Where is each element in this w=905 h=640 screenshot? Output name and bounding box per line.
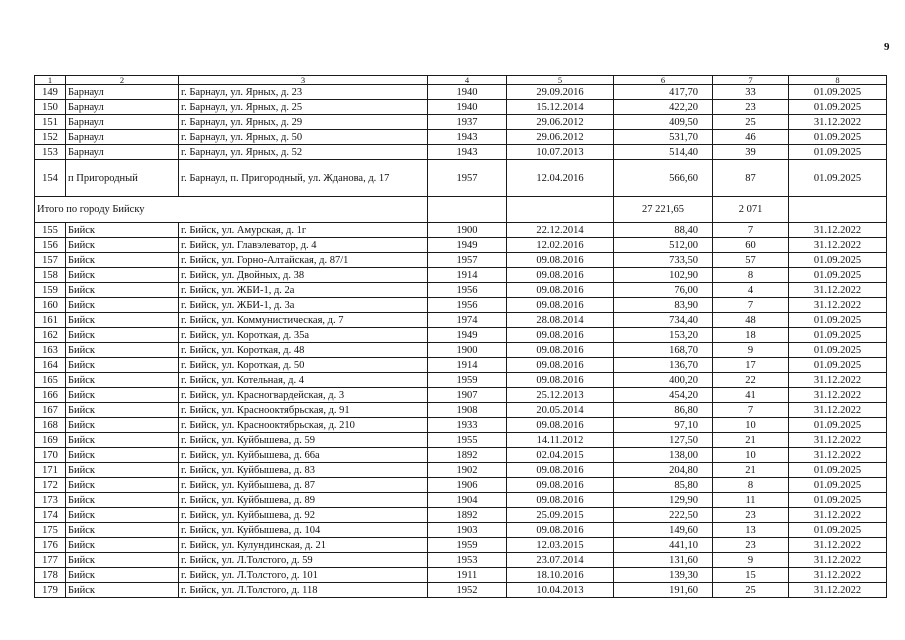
cell-area: 454,20 <box>614 388 713 403</box>
cell-year-built: 1903 <box>428 523 507 538</box>
cell-date: 09.08.2016 <box>507 463 614 478</box>
cell-deadline: 01.09.2025 <box>789 100 887 115</box>
cell-settlement: Барнаул <box>66 85 179 100</box>
cell-deadline: 31.12.2022 <box>789 223 887 238</box>
cell-area: 204,80 <box>614 463 713 478</box>
cell-date: 22.12.2014 <box>507 223 614 238</box>
cell-address: г. Бийск, ул. Горно-Алтайская, д. 87/1 <box>179 253 428 268</box>
column-number: 4 <box>428 76 507 85</box>
table-row <box>35 403 887 418</box>
cell-area: 531,70 <box>614 130 713 145</box>
cell-address: г. Бийск, ул. Куйбышева, д. 104 <box>179 523 428 538</box>
cell-settlement: Бийск <box>66 523 179 538</box>
cell-settlement: Бийск <box>66 343 179 358</box>
column-number: 3 <box>179 76 428 85</box>
cell-area: 422,20 <box>614 100 713 115</box>
cell-row-number: 166 <box>35 388 66 403</box>
cell-date: 02.04.2015 <box>507 448 614 463</box>
cell-settlement: Бийск <box>66 493 179 508</box>
table-row <box>35 568 887 583</box>
cell-date: 09.08.2016 <box>507 343 614 358</box>
column-number-header <box>35 76 887 85</box>
cell-year-built: 1937 <box>428 115 507 130</box>
cell-row-number: 176 <box>35 538 66 553</box>
cell-year-built: 1943 <box>428 145 507 160</box>
cell-residents: 22 <box>713 373 789 388</box>
cell-row-number: 152 <box>35 130 66 145</box>
cell-row-number: 179 <box>35 583 66 598</box>
table-row <box>35 85 887 100</box>
cell-settlement: Бийск <box>66 433 179 448</box>
cell-residents: 7 <box>713 223 789 238</box>
cell-date: 12.04.2016 <box>507 160 614 197</box>
cell-year-built: 1914 <box>428 358 507 373</box>
subtotal-empty <box>507 197 614 223</box>
cell-residents: 23 <box>713 538 789 553</box>
cell-address: г. Бийск, ул. Амурская, д. 1г <box>179 223 428 238</box>
cell-row-number: 177 <box>35 553 66 568</box>
cell-address: г. Бийск, ул. ЖБИ-1, д. 2а <box>179 283 428 298</box>
cell-deadline: 31.12.2022 <box>789 568 887 583</box>
cell-deadline: 31.12.2022 <box>789 403 887 418</box>
cell-deadline: 01.09.2025 <box>789 358 887 373</box>
cell-date: 15.12.2014 <box>507 100 614 115</box>
cell-settlement: Бийск <box>66 238 179 253</box>
cell-area: 417,70 <box>614 85 713 100</box>
cell-date: 23.07.2014 <box>507 553 614 568</box>
cell-settlement: Бийск <box>66 553 179 568</box>
cell-settlement: Бийск <box>66 298 179 313</box>
cell-deadline: 31.12.2022 <box>789 508 887 523</box>
cell-row-number: 172 <box>35 478 66 493</box>
cell-settlement: Бийск <box>66 538 179 553</box>
cell-year-built: 1949 <box>428 328 507 343</box>
cell-residents: 23 <box>713 508 789 523</box>
cell-deadline: 31.12.2022 <box>789 115 887 130</box>
cell-residents: 25 <box>713 115 789 130</box>
table-row <box>35 298 887 313</box>
cell-row-number: 158 <box>35 268 66 283</box>
table-row <box>35 373 887 388</box>
cell-residents: 18 <box>713 328 789 343</box>
cell-deadline: 01.09.2025 <box>789 268 887 283</box>
cell-settlement: Бийск <box>66 388 179 403</box>
cell-row-number: 174 <box>35 508 66 523</box>
cell-row-number: 173 <box>35 493 66 508</box>
cell-row-number: 154 <box>35 160 66 197</box>
cell-settlement: Бийск <box>66 508 179 523</box>
cell-settlement: Бийск <box>66 478 179 493</box>
cell-area: 400,20 <box>614 373 713 388</box>
table-row <box>35 283 887 298</box>
cell-residents: 10 <box>713 448 789 463</box>
cell-address: г. Бийск, ул. Куйбышева, д. 89 <box>179 493 428 508</box>
cell-deadline: 01.09.2025 <box>789 253 887 268</box>
cell-settlement: Бийск <box>66 253 179 268</box>
table-row <box>35 130 887 145</box>
cell-row-number: 149 <box>35 85 66 100</box>
cell-deadline: 01.09.2025 <box>789 85 887 100</box>
cell-area: 76,00 <box>614 283 713 298</box>
column-number: 6 <box>614 76 713 85</box>
cell-settlement: Бийск <box>66 268 179 283</box>
cell-date: 29.09.2016 <box>507 85 614 100</box>
cell-deadline: 31.12.2022 <box>789 283 887 298</box>
cell-settlement: Барнаул <box>66 115 179 130</box>
cell-year-built: 1955 <box>428 433 507 448</box>
cell-row-number: 178 <box>35 568 66 583</box>
cell-date: 09.08.2016 <box>507 478 614 493</box>
subtotal-label: Итого по городу Бийску <box>35 197 428 223</box>
table-row <box>35 418 887 433</box>
cell-residents: 60 <box>713 238 789 253</box>
subtotal-row <box>35 197 887 223</box>
cell-row-number: 162 <box>35 328 66 343</box>
cell-year-built: 1940 <box>428 85 507 100</box>
cell-area: 86,80 <box>614 403 713 418</box>
table-row <box>35 523 887 538</box>
cell-date: 12.02.2016 <box>507 238 614 253</box>
cell-date: 10.07.2013 <box>507 145 614 160</box>
cell-settlement: Бийск <box>66 463 179 478</box>
column-number: 5 <box>507 76 614 85</box>
cell-date: 25.09.2015 <box>507 508 614 523</box>
column-number: 2 <box>66 76 179 85</box>
cell-deadline: 01.09.2025 <box>789 418 887 433</box>
cell-year-built: 1902 <box>428 463 507 478</box>
cell-deadline: 01.09.2025 <box>789 478 887 493</box>
housing-register-table <box>34 75 887 598</box>
cell-deadline: 31.12.2022 <box>789 553 887 568</box>
cell-row-number: 163 <box>35 343 66 358</box>
cell-year-built: 1956 <box>428 298 507 313</box>
cell-address: г. Бийск, ул. Красногвардейская, д. 3 <box>179 388 428 403</box>
cell-residents: 9 <box>713 553 789 568</box>
cell-row-number: 167 <box>35 403 66 418</box>
cell-deadline: 01.09.2025 <box>789 130 887 145</box>
cell-row-number: 175 <box>35 523 66 538</box>
cell-row-number: 156 <box>35 238 66 253</box>
table-row <box>35 358 887 373</box>
cell-year-built: 1907 <box>428 388 507 403</box>
cell-year-built: 1957 <box>428 160 507 197</box>
cell-residents: 11 <box>713 493 789 508</box>
cell-residents: 57 <box>713 253 789 268</box>
cell-settlement: Бийск <box>66 568 179 583</box>
cell-date: 09.08.2016 <box>507 328 614 343</box>
cell-address: г. Бийск, ул. Л.Толстого, д. 101 <box>179 568 428 583</box>
cell-year-built: 1908 <box>428 403 507 418</box>
table-row <box>35 328 887 343</box>
cell-address: г. Бийск, ул. Коммунистическая, д. 7 <box>179 313 428 328</box>
cell-residents: 8 <box>713 478 789 493</box>
cell-address: г. Бийск, ул. Котельная, д. 4 <box>179 373 428 388</box>
cell-year-built: 1904 <box>428 493 507 508</box>
cell-area: 733,50 <box>614 253 713 268</box>
cell-row-number: 155 <box>35 223 66 238</box>
table-row <box>35 253 887 268</box>
cell-date: 20.05.2014 <box>507 403 614 418</box>
cell-settlement: Бийск <box>66 418 179 433</box>
cell-area: 191,60 <box>614 583 713 598</box>
cell-year-built: 1974 <box>428 313 507 328</box>
cell-area: 97,10 <box>614 418 713 433</box>
table-row <box>35 493 887 508</box>
cell-deadline: 01.09.2025 <box>789 145 887 160</box>
cell-row-number: 160 <box>35 298 66 313</box>
cell-area: 441,10 <box>614 538 713 553</box>
table-row <box>35 160 887 197</box>
table-row <box>35 463 887 478</box>
subtotal-empty <box>428 197 507 223</box>
cell-settlement: Бийск <box>66 313 179 328</box>
cell-address: г. Бийск, ул. Краснооктябрьская, д. 91 <box>179 403 428 418</box>
column-number: 8 <box>789 76 887 85</box>
table-row <box>35 343 887 358</box>
cell-address: г. Бийск, ул. Л.Толстого, д. 118 <box>179 583 428 598</box>
subtotal-empty <box>789 197 887 223</box>
cell-area: 83,90 <box>614 298 713 313</box>
cell-settlement: п Пригородный <box>66 160 179 197</box>
column-number: 7 <box>713 76 789 85</box>
cell-residents: 87 <box>713 160 789 197</box>
subtotal-residents: 2 071 <box>713 197 789 223</box>
cell-year-built: 1914 <box>428 268 507 283</box>
column-number: 1 <box>35 76 66 85</box>
cell-deadline: 31.12.2022 <box>789 373 887 388</box>
cell-address: г. Бийск, ул. Двойных, д. 38 <box>179 268 428 283</box>
cell-address: г. Бийск, ул. Короткая, д. 50 <box>179 358 428 373</box>
table-row <box>35 268 887 283</box>
cell-area: 127,50 <box>614 433 713 448</box>
table-row <box>35 448 887 463</box>
cell-year-built: 1949 <box>428 238 507 253</box>
cell-settlement: Бийск <box>66 283 179 298</box>
cell-residents: 9 <box>713 343 789 358</box>
cell-date: 09.08.2016 <box>507 418 614 433</box>
cell-residents: 33 <box>713 85 789 100</box>
cell-deadline: 31.12.2022 <box>789 583 887 598</box>
cell-address: г. Бийск, ул. Короткая, д. 35а <box>179 328 428 343</box>
cell-row-number: 169 <box>35 433 66 448</box>
cell-residents: 39 <box>713 145 789 160</box>
cell-area: 409,50 <box>614 115 713 130</box>
cell-area: 734,40 <box>614 313 713 328</box>
cell-date: 09.08.2016 <box>507 268 614 283</box>
cell-residents: 23 <box>713 100 789 115</box>
cell-residents: 7 <box>713 298 789 313</box>
cell-date: 29.06.2012 <box>507 130 614 145</box>
cell-settlement: Барнаул <box>66 130 179 145</box>
table-row <box>35 388 887 403</box>
cell-year-built: 1943 <box>428 130 507 145</box>
cell-row-number: 150 <box>35 100 66 115</box>
cell-settlement: Барнаул <box>66 145 179 160</box>
cell-date: 28.08.2014 <box>507 313 614 328</box>
cell-deadline: 01.09.2025 <box>789 463 887 478</box>
cell-deadline: 01.09.2025 <box>789 328 887 343</box>
cell-year-built: 1959 <box>428 538 507 553</box>
cell-year-built: 1900 <box>428 223 507 238</box>
table-row <box>35 145 887 160</box>
cell-deadline: 31.12.2022 <box>789 298 887 313</box>
cell-deadline: 31.12.2022 <box>789 538 887 553</box>
table-row <box>35 100 887 115</box>
cell-year-built: 1911 <box>428 568 507 583</box>
cell-date: 18.10.2016 <box>507 568 614 583</box>
cell-address: г. Барнаул, п. Пригородный, ул. Жданова, д. 17 <box>179 160 428 197</box>
cell-year-built: 1956 <box>428 283 507 298</box>
cell-address: г. Бийск, ул. Куйбышева, д. 92 <box>179 508 428 523</box>
table-row <box>35 553 887 568</box>
cell-settlement: Бийск <box>66 373 179 388</box>
cell-address: г. Барнаул, ул. Ярных, д. 29 <box>179 115 428 130</box>
cell-year-built: 1892 <box>428 448 507 463</box>
cell-row-number: 159 <box>35 283 66 298</box>
cell-address: г. Бийск, ул. Л.Толстого, д. 59 <box>179 553 428 568</box>
cell-settlement: Бийск <box>66 328 179 343</box>
cell-year-built: 1892 <box>428 508 507 523</box>
cell-address: г. Бийск, ул. Кулундинская, д. 21 <box>179 538 428 553</box>
cell-residents: 4 <box>713 283 789 298</box>
cell-settlement: Бийск <box>66 583 179 598</box>
cell-deadline: 01.09.2025 <box>789 160 887 197</box>
table-row <box>35 478 887 493</box>
cell-area: 153,20 <box>614 328 713 343</box>
cell-area: 222,50 <box>614 508 713 523</box>
cell-date: 09.08.2016 <box>507 523 614 538</box>
cell-row-number: 164 <box>35 358 66 373</box>
cell-row-number: 168 <box>35 418 66 433</box>
cell-row-number: 170 <box>35 448 66 463</box>
cell-residents: 13 <box>713 523 789 538</box>
cell-address: г. Барнаул, ул. Ярных, д. 50 <box>179 130 428 145</box>
cell-residents: 8 <box>713 268 789 283</box>
table-row <box>35 538 887 553</box>
cell-row-number: 157 <box>35 253 66 268</box>
cell-date: 12.03.2015 <box>507 538 614 553</box>
table-row <box>35 313 887 328</box>
cell-deadline: 31.12.2022 <box>789 238 887 253</box>
cell-row-number: 171 <box>35 463 66 478</box>
cell-address: г. Бийск, ул. ЖБИ-1, д. 3а <box>179 298 428 313</box>
table-row <box>35 508 887 523</box>
cell-area: 168,70 <box>614 343 713 358</box>
cell-deadline: 01.09.2025 <box>789 313 887 328</box>
cell-date: 09.08.2016 <box>507 253 614 268</box>
cell-address: г. Бийск, ул. Куйбышева, д. 66а <box>179 448 428 463</box>
cell-area: 102,90 <box>614 268 713 283</box>
cell-settlement: Барнаул <box>66 100 179 115</box>
cell-settlement: Бийск <box>66 223 179 238</box>
cell-residents: 41 <box>713 388 789 403</box>
cell-deadline: 01.09.2025 <box>789 493 887 508</box>
cell-residents: 48 <box>713 313 789 328</box>
cell-residents: 25 <box>713 583 789 598</box>
cell-date: 09.08.2016 <box>507 283 614 298</box>
cell-date: 09.08.2016 <box>507 358 614 373</box>
cell-row-number: 153 <box>35 145 66 160</box>
cell-deadline: 01.09.2025 <box>789 523 887 538</box>
cell-area: 88,40 <box>614 223 713 238</box>
cell-area: 129,90 <box>614 493 713 508</box>
cell-deadline: 31.12.2022 <box>789 433 887 448</box>
cell-area: 514,40 <box>614 145 713 160</box>
cell-address: г. Барнаул, ул. Ярных, д. 52 <box>179 145 428 160</box>
page-number: 9 <box>884 41 890 53</box>
cell-residents: 10 <box>713 418 789 433</box>
cell-row-number: 151 <box>35 115 66 130</box>
cell-year-built: 1959 <box>428 373 507 388</box>
cell-settlement: Бийск <box>66 358 179 373</box>
cell-date: 14.11.2012 <box>507 433 614 448</box>
cell-residents: 21 <box>713 463 789 478</box>
cell-area: 149,60 <box>614 523 713 538</box>
cell-date: 09.08.2016 <box>507 298 614 313</box>
cell-deadline: 31.12.2022 <box>789 388 887 403</box>
cell-address: г. Барнаул, ул. Ярных, д. 25 <box>179 100 428 115</box>
subtotal-area: 27 221,65 <box>614 197 713 223</box>
cell-area: 512,00 <box>614 238 713 253</box>
cell-address: г. Бийск, ул. Главэлеватор, д. 4 <box>179 238 428 253</box>
cell-address: г. Бийск, ул. Краснооктябрьская, д. 210 <box>179 418 428 433</box>
cell-deadline: 31.12.2022 <box>789 448 887 463</box>
table-row <box>35 238 887 253</box>
cell-area: 566,60 <box>614 160 713 197</box>
cell-area: 139,30 <box>614 568 713 583</box>
cell-year-built: 1906 <box>428 478 507 493</box>
cell-area: 136,70 <box>614 358 713 373</box>
cell-date: 10.04.2013 <box>507 583 614 598</box>
cell-date: 25.12.2013 <box>507 388 614 403</box>
cell-residents: 21 <box>713 433 789 448</box>
cell-deadline: 01.09.2025 <box>789 343 887 358</box>
cell-residents: 46 <box>713 130 789 145</box>
cell-address: г. Бийск, ул. Куйбышева, д. 83 <box>179 463 428 478</box>
table-row <box>35 223 887 238</box>
cell-row-number: 165 <box>35 373 66 388</box>
cell-address: г. Бийск, ул. Куйбышева, д. 87 <box>179 478 428 493</box>
cell-residents: 15 <box>713 568 789 583</box>
cell-area: 85,80 <box>614 478 713 493</box>
cell-address: г. Бийск, ул. Короткая, д. 48 <box>179 343 428 358</box>
cell-year-built: 1933 <box>428 418 507 433</box>
cell-area: 138,00 <box>614 448 713 463</box>
cell-year-built: 1952 <box>428 583 507 598</box>
cell-area: 131,60 <box>614 553 713 568</box>
cell-settlement: Бийск <box>66 448 179 463</box>
cell-residents: 7 <box>713 403 789 418</box>
cell-row-number: 161 <box>35 313 66 328</box>
cell-date: 09.08.2016 <box>507 373 614 388</box>
table-row <box>35 115 887 130</box>
table-body <box>35 76 887 598</box>
cell-address: г. Бийск, ул. Куйбышева, д. 59 <box>179 433 428 448</box>
cell-residents: 17 <box>713 358 789 373</box>
cell-date: 29.06.2012 <box>507 115 614 130</box>
cell-address: г. Барнаул, ул. Ярных, д. 23 <box>179 85 428 100</box>
cell-settlement: Бийск <box>66 403 179 418</box>
cell-date: 09.08.2016 <box>507 493 614 508</box>
table-row <box>35 583 887 598</box>
table-row <box>35 433 887 448</box>
cell-year-built: 1900 <box>428 343 507 358</box>
cell-year-built: 1940 <box>428 100 507 115</box>
cell-year-built: 1957 <box>428 253 507 268</box>
cell-year-built: 1953 <box>428 553 507 568</box>
